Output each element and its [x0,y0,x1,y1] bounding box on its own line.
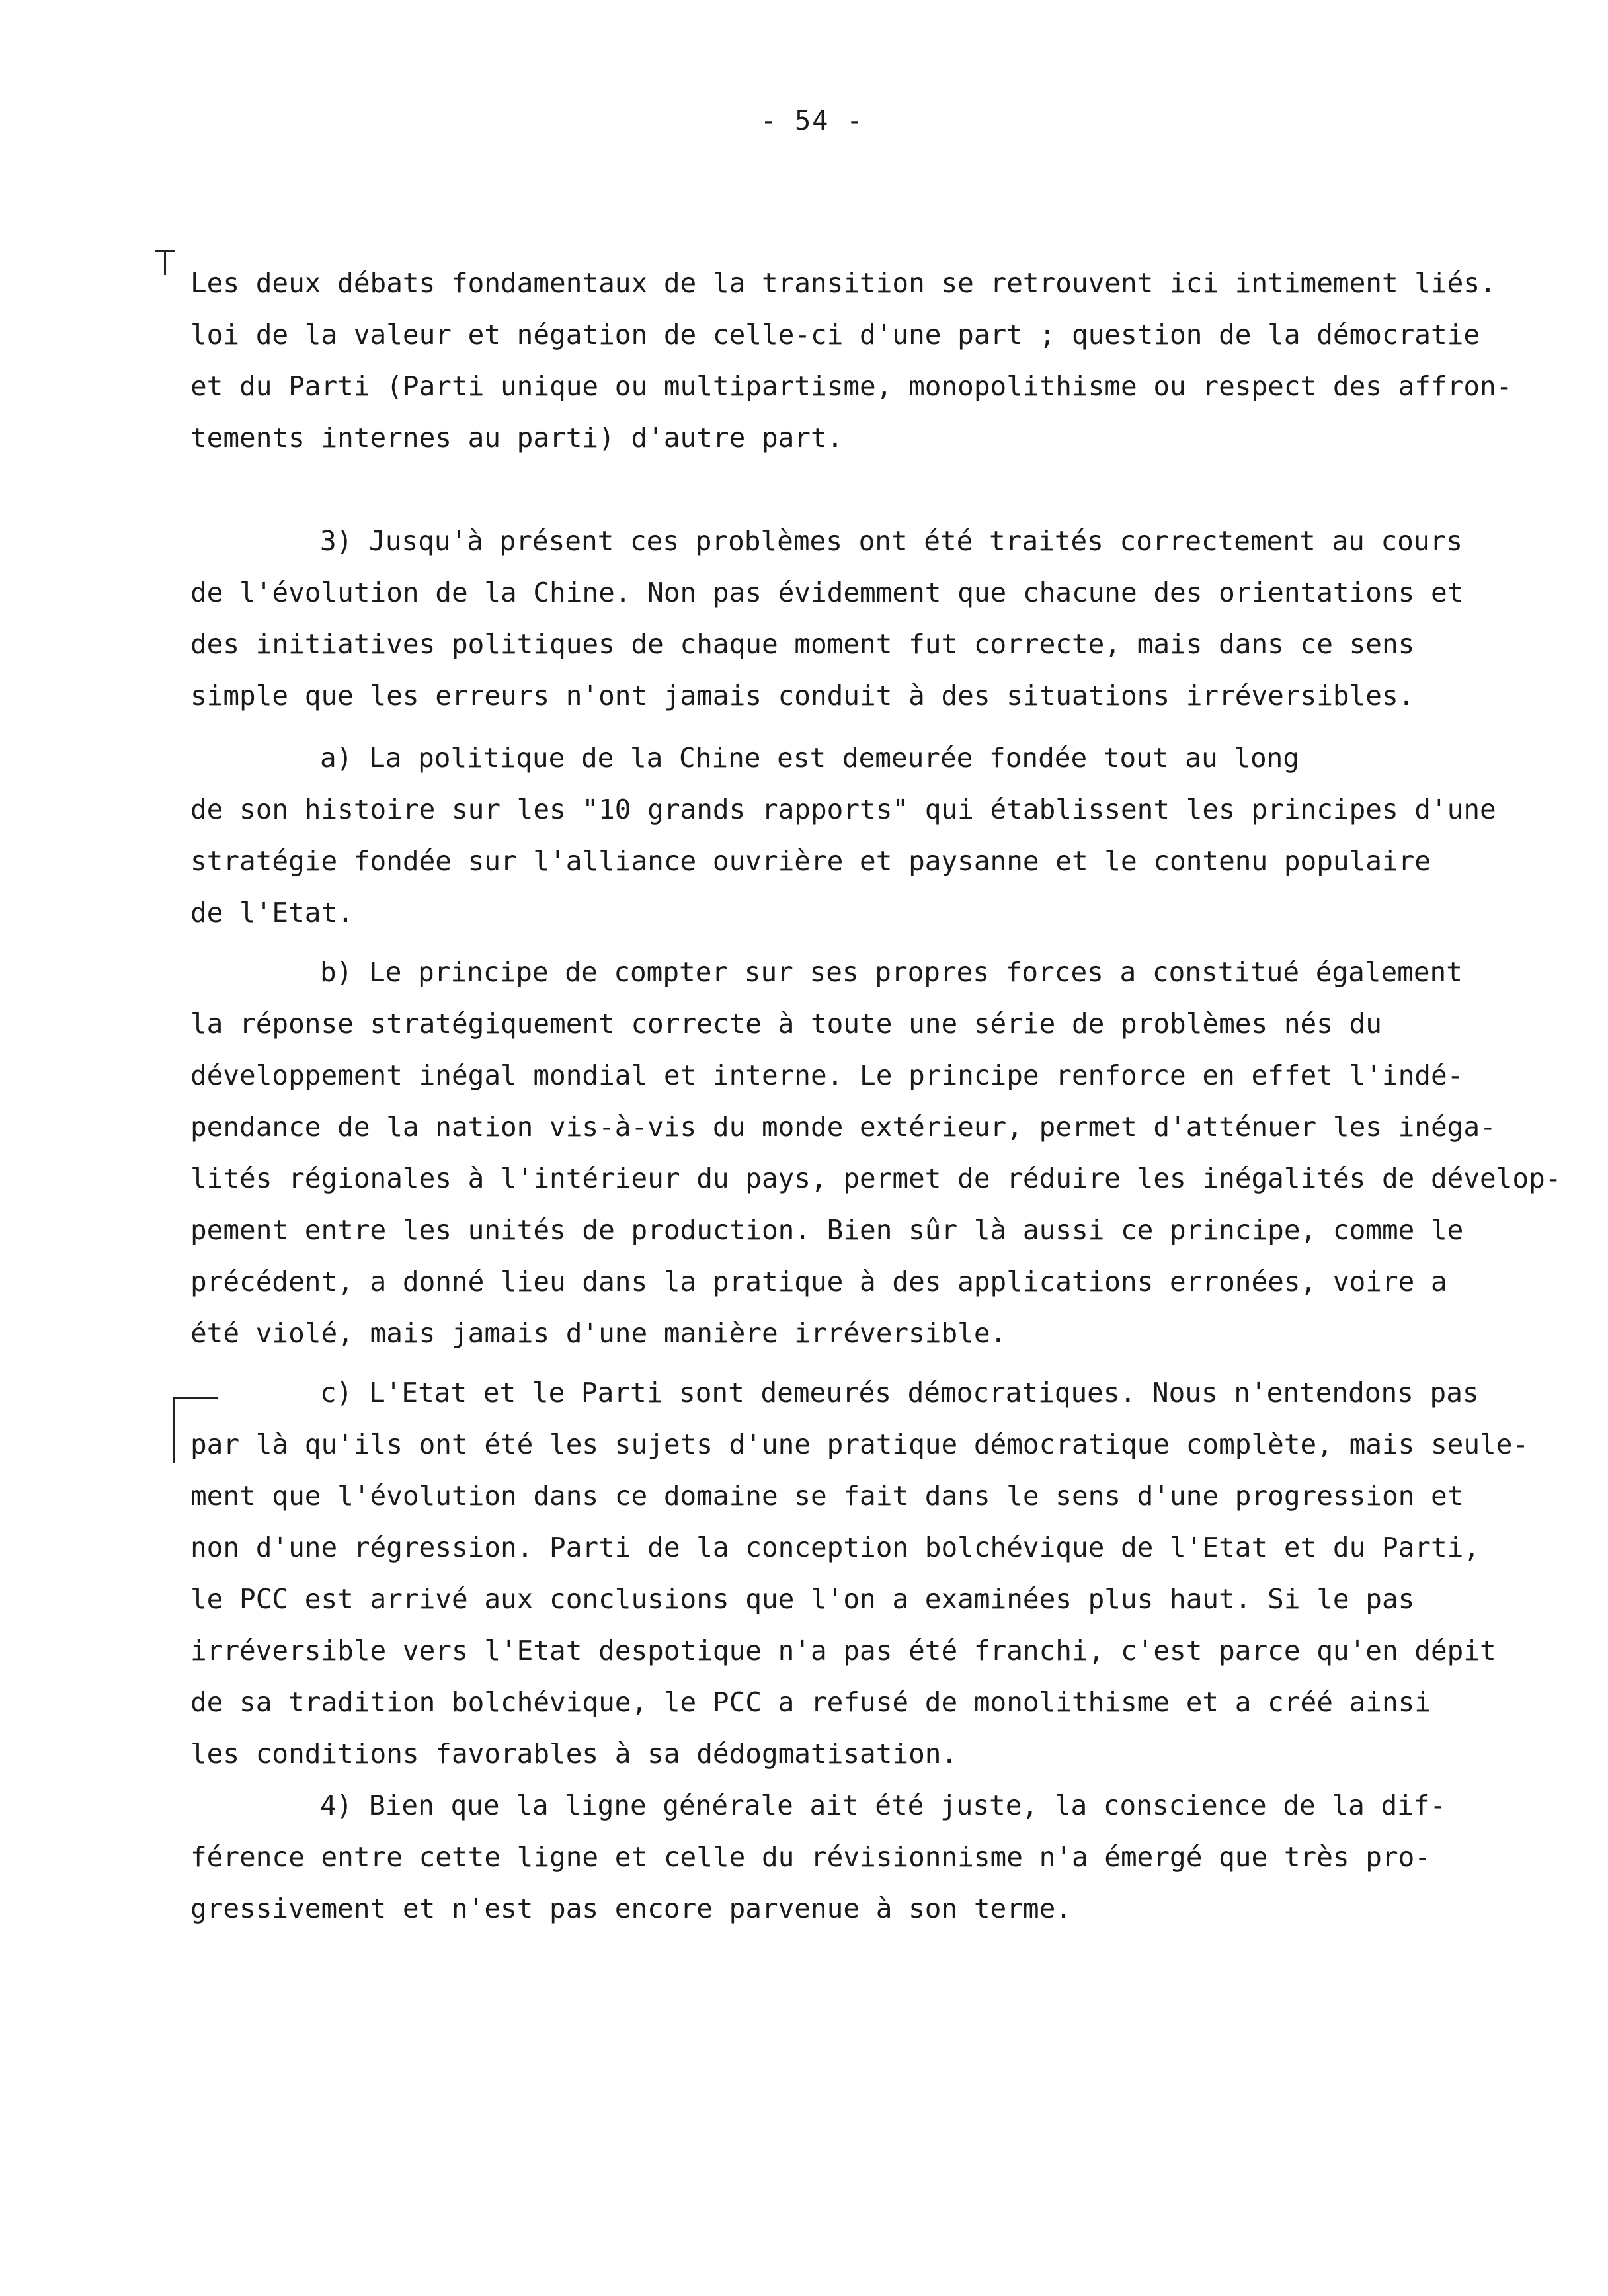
text-line: développement inégal mondial et interne. Le principe renforce en effet l'indé- [190,1059,1464,1091]
text-line: 3) Jusqu'à présent ces problèmes ont été traités correctement au cours [320,525,1463,557]
text-line: de sa tradition bolchévique, le PCC a refusé de monolithisme et a créé ainsi [190,1686,1431,1718]
paragraph-b [190,952,1562,1375]
page-number: - 54 - [760,106,864,136]
text-line: été violé, mais jamais d'une manière irréversible. [190,1317,1007,1349]
paragraph-transition [190,263,1513,475]
text-line: pendance de la nation vis-à-vis du monde extérieur, permet d'atténuer les inéga- [190,1111,1496,1143]
text-line: a) La politique de la Chine est demeurée fondée tout au long [320,742,1300,774]
text-line: c) L'Etat et le Parti sont demeurés démocratiques. Nous n'entendons pas [320,1377,1479,1409]
text-line: lités régionales à l'intérieur du pays, permet de réduire les inégalités de dévelop- [190,1163,1562,1194]
paragraph-c [190,1373,1529,1796]
text-line: simple que les erreurs n'ont jamais conduit à des situations irréversibles. [190,680,1415,712]
text-line: loi de la valeur et négation de celle-ci d'une part ; question de la démocratie [190,319,1480,350]
text-line: le PCC est arrivé aux conclusions que l'on a examinées plus haut. Si le pas [190,1583,1415,1615]
text-line: les conditions favorables à sa dédogmatisation. [190,1738,958,1770]
text-line: de l'Etat. [190,897,354,928]
text-line: tements internes au parti) d'autre part. [190,422,844,454]
paragraph-4 [190,1785,1500,1944]
text-line: 4) Bien que la ligne générale ait été juste, la conscience de la dif- [320,1789,1447,1821]
text-line: stratégie fondée sur l'alliance ouvrière et paysanne et le contenu populaire [190,845,1431,877]
paragraph-a [190,738,1500,950]
text-line: et du Parti (Parti unique ou multipartisme, monopolithisme ou respect des affron- [190,370,1513,402]
text-line: non d'une régression. Parti de la conception bolchévique de l'Etat et du Parti, [190,1532,1480,1563]
text-line: ment que l'évolution dans ce domaine se fait dans le sens d'une progression et [190,1480,1464,1512]
text-line: la réponse stratégiquement correcte à toute une série de problèmes nés du [190,1008,1382,1040]
margin-mark-top-stem [164,250,166,275]
text-line: pement entre les unités de production. Bien sûr là aussi ce principe, comme le [190,1214,1464,1246]
text-line: par là qu'ils ont été les sujets d'une pratique démocratique complète, mais seule- [190,1428,1529,1460]
margin-mark-c-stem [173,1397,175,1463]
text-line: précédent, a donné lieu dans la pratique à des applications erronées, voire a [190,1266,1447,1297]
paragraph-3 [190,521,1500,733]
text-line: férence entre cette ligne et celle du révisionnisme n'a émergé que très pro- [190,1841,1431,1873]
text-line: gressivement et n'est pas encore parvenue à son terme. [190,1893,1072,1924]
text-line: de l'évolution de la Chine. Non pas évidemment que chacune des orientations et [190,577,1464,608]
text-line: irréversible vers l'Etat despotique n'a pas été franchi, c'est parce qu'en dépit [190,1635,1496,1666]
text-line: de son histoire sur les "10 grands rapports" qui établissent les principes d'une [190,794,1496,825]
text-line: des initiatives politiques de chaque moment fut correcte, mais dans ce sens [190,628,1415,660]
text-line: Les deux débats fondamentaux de la transition se retrouvent ici intimement liés. [190,267,1496,299]
text-line: b) Le principe de compter sur ses propres forces a constitué également [320,956,1463,988]
